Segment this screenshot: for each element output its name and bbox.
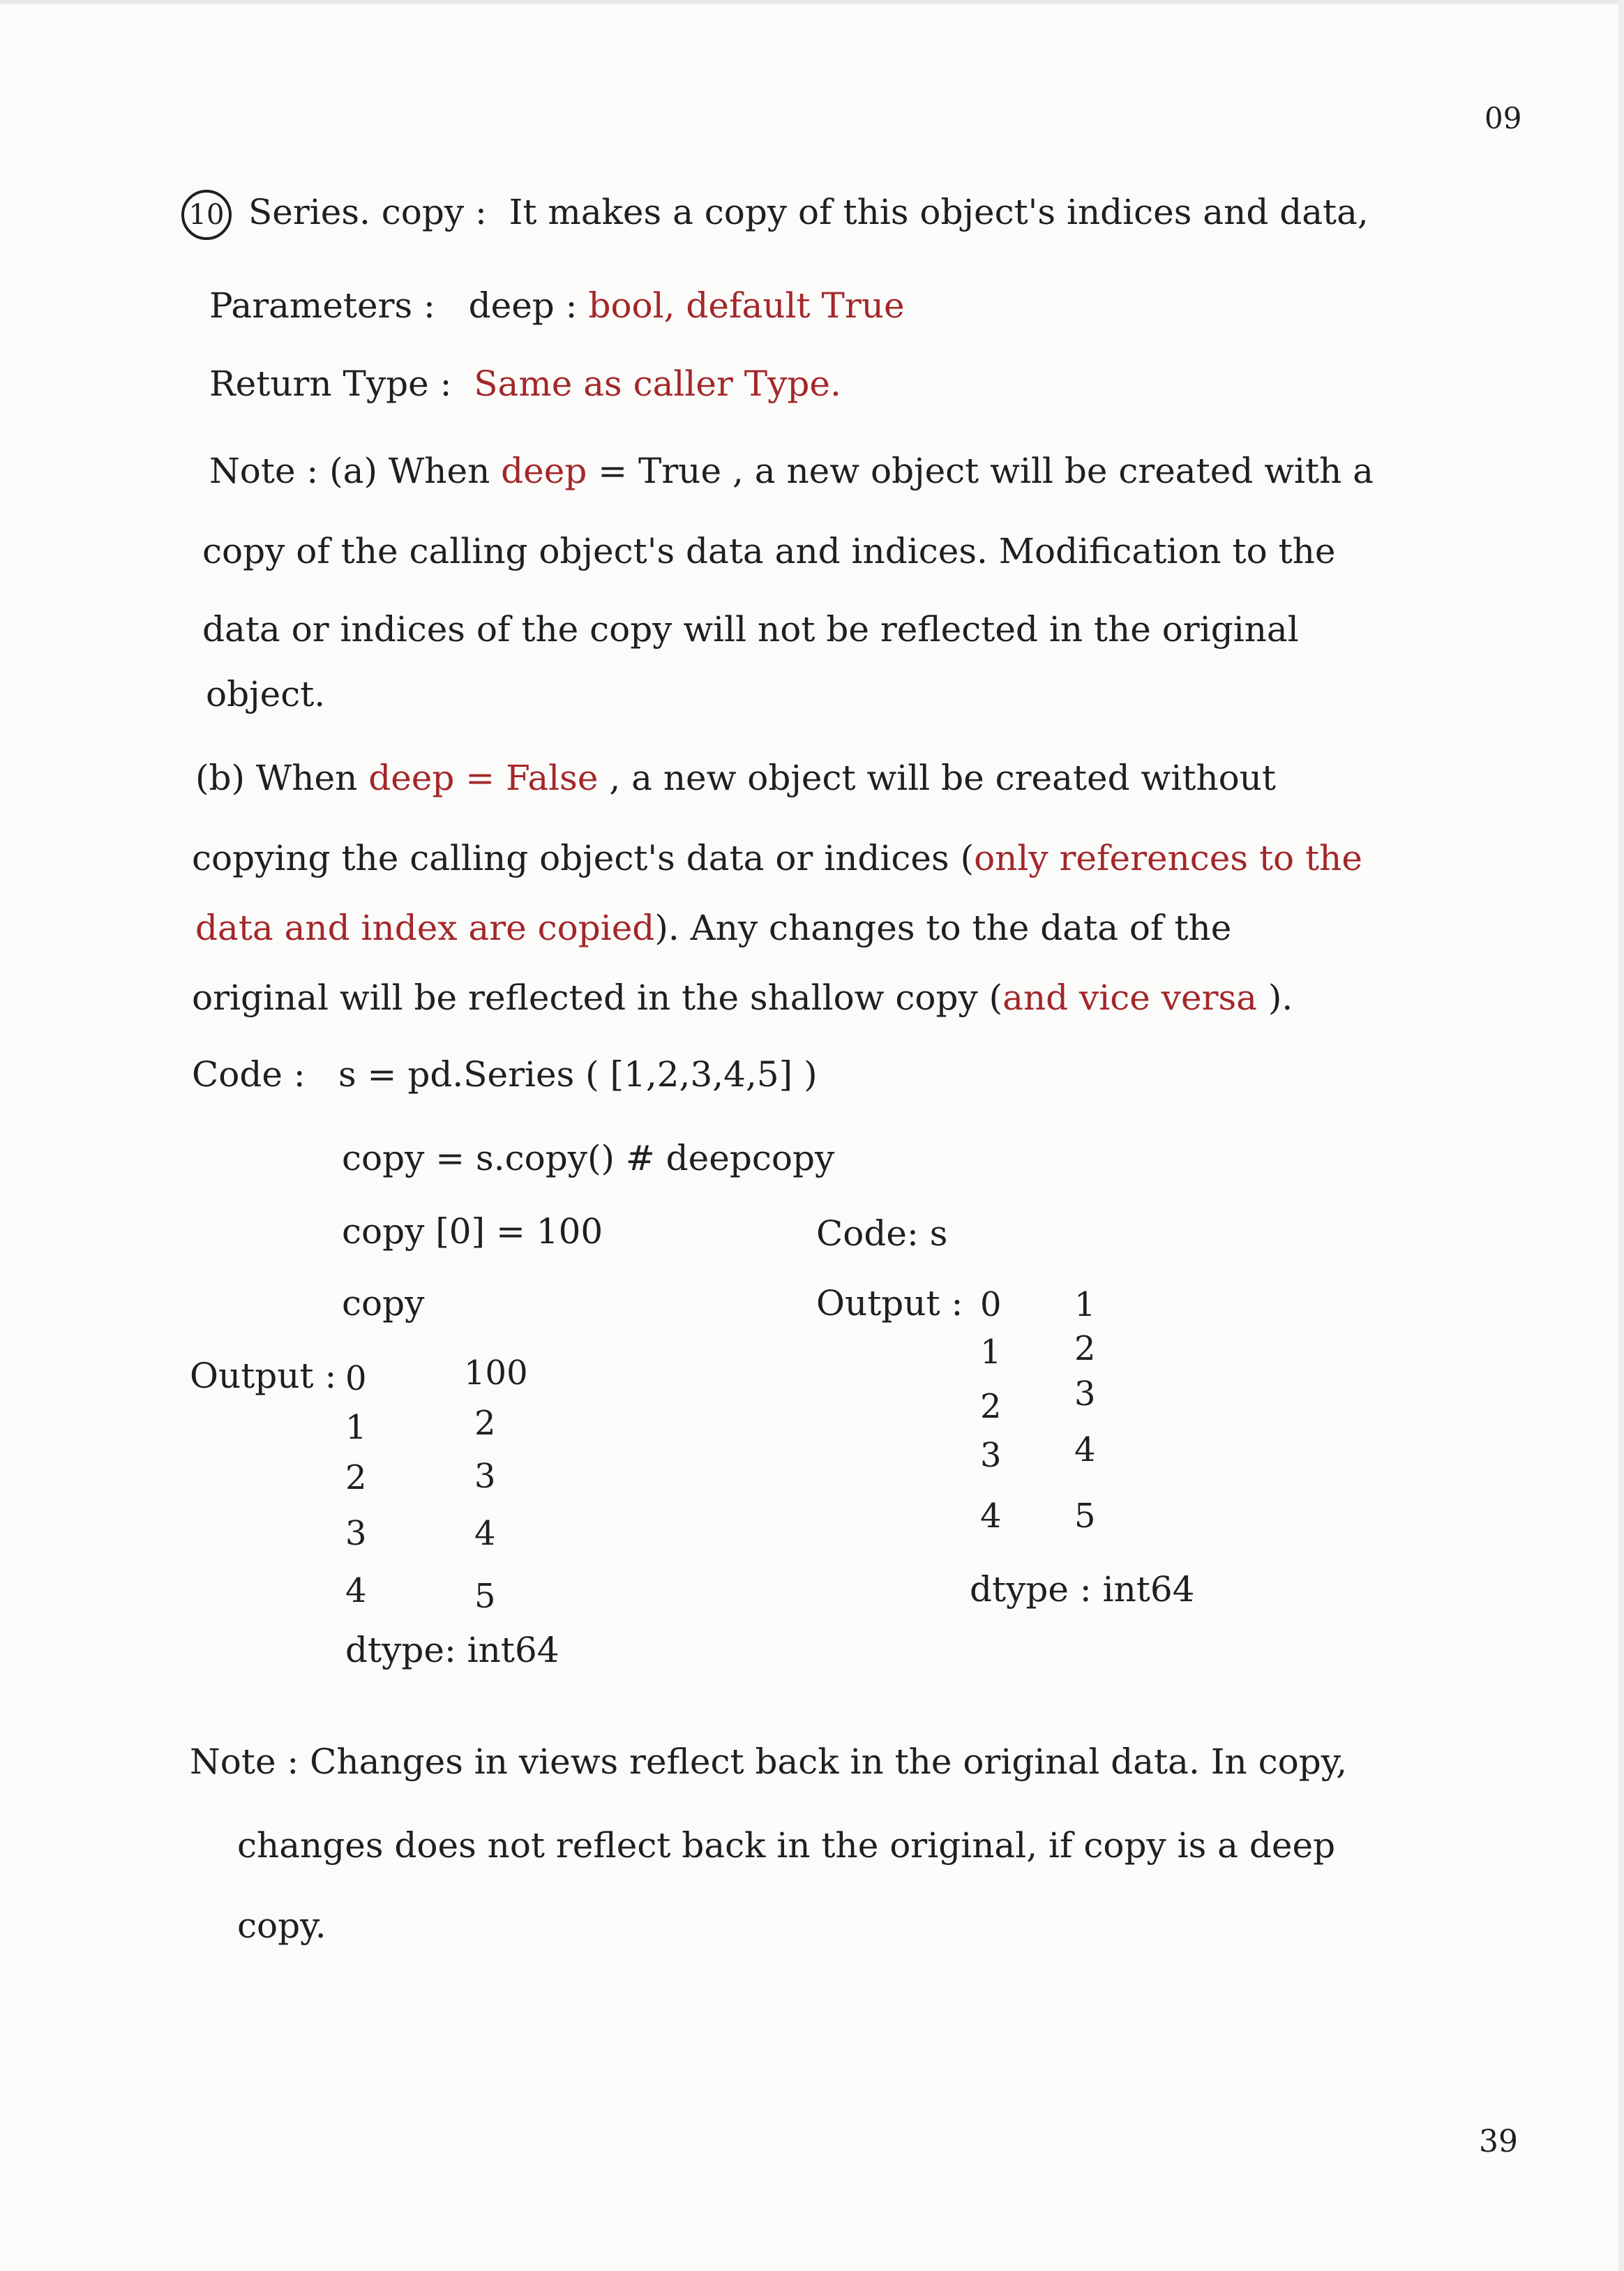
code-line-1: s = pd.Series ( [1,2,3,4,5] ) [338, 1054, 818, 1095]
output2-index: 1 [980, 1333, 1002, 1372]
note-b-line-0: (b) When deep = False , a new object will be created without [195, 758, 1277, 798]
section-heading [181, 190, 1369, 240]
output2-index: 2 [980, 1387, 1002, 1426]
output-value: 100 [464, 1354, 528, 1393]
output2-dtype: dtype : int64 [970, 1569, 1195, 1610]
code-line-3: copy [0] = 100 [342, 1211, 603, 1252]
output-label: Output : [190, 1356, 337, 1396]
output2-value: 4 [1074, 1430, 1096, 1469]
output-index: 4 [345, 1571, 367, 1610]
note2-line-2: changes does not reflect back in the original, if copy is a deep [237, 1825, 1336, 1866]
code-label: Code : [192, 1054, 306, 1095]
code-line-4: copy [342, 1283, 425, 1324]
note-a-line-1: copy of the calling object's data and indices. Modification to the [202, 531, 1336, 571]
output2-label: Output : [816, 1283, 963, 1324]
output2-index: 3 [980, 1436, 1002, 1475]
output2-value: 5 [1074, 1497, 1096, 1536]
return-type-label: Return Type : [209, 363, 452, 404]
code2-label: Code: s [816, 1213, 948, 1254]
parameters-label: Parameters : [209, 285, 435, 326]
note2-line-1: Note : Changes in views reflect back in the original data. In copy, [190, 1741, 1348, 1782]
parameters-line [209, 285, 905, 327]
parameters-value: bool, default True [588, 285, 905, 326]
output2-value: 3 [1074, 1374, 1096, 1414]
output-index: 1 [345, 1408, 367, 1447]
page-number-top: 09 [1484, 101, 1522, 135]
output2-value: 2 [1074, 1329, 1096, 1368]
section-title: Series. copy : [248, 192, 487, 232]
page-edge-right [1618, 0, 1624, 2271]
code-line-2: copy = s.copy() # deepcopy [342, 1138, 835, 1178]
note-a-line-2: data or indices of the copy will not be reflected in the original [202, 609, 1299, 650]
output-index: 0 [345, 1359, 367, 1398]
page-number-bottom: 39 [1479, 2124, 1518, 2159]
output2-value: 1 [1074, 1285, 1096, 1324]
note-a-line-3: object. [206, 674, 326, 714]
section-number-badge: 10 [181, 190, 232, 240]
output-value: 2 [474, 1404, 496, 1443]
output2-index: 0 [980, 1285, 1002, 1324]
note-b-line-1: copying the calling object's data or indices (only references to the [192, 838, 1362, 878]
parameters-name: deep : [468, 285, 578, 326]
note-b-line-2: data and index are copied). Any changes to the data of the [195, 908, 1232, 948]
output-index: 3 [345, 1514, 367, 1553]
note2-line-3: copy. [237, 1905, 326, 1946]
return-type-line [209, 363, 841, 405]
output-value: 5 [474, 1577, 496, 1616]
output-value: 4 [474, 1514, 496, 1553]
output-index: 2 [345, 1458, 367, 1497]
output-value: 3 [474, 1457, 496, 1496]
output-dtype: dtype: int64 [345, 1630, 559, 1670]
output2-index: 4 [980, 1497, 1002, 1536]
note-a-line-0: Note : (a) When deep = True , a new object will be created with a [209, 451, 1374, 491]
return-type-value: Same as caller Type. [474, 363, 841, 404]
note-b-line-3: original will be reflected in the shallow copy (and vice versa ). [192, 977, 1293, 1018]
page-edge-top [0, 0, 1624, 4]
section-description: It makes a copy of this object's indices and data, [509, 192, 1369, 232]
